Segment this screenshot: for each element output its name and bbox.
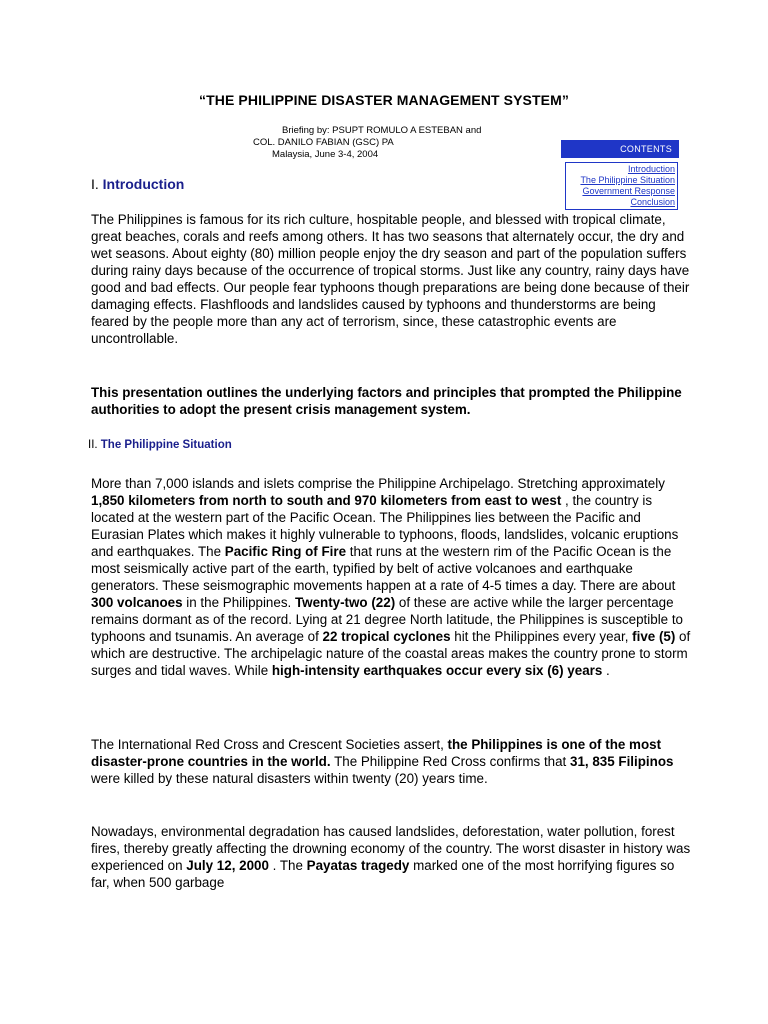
text-run: in the Philippines.	[182, 595, 295, 610]
text-run-bold: July 12, 2000	[186, 858, 269, 873]
text-run: More than 7,000 islands and islets comprise the Philippine Archipelago. Stretching approximately	[91, 476, 665, 491]
section-heading-introduction	[91, 176, 184, 192]
situation-paragraph-degradation	[91, 823, 691, 891]
section-number: I.	[91, 176, 103, 192]
toc-link-government-response[interactable]: Government Response	[582, 186, 675, 196]
text-run-bold: 31, 835 Filipinos	[570, 754, 674, 769]
intro-paragraph: The Philippines is famous for its rich culture, hospitable people, and blessed with tropical climate, great beaches, corals and reefs among others. It has two seasons that alternately occur, the dry and wet seasons. About eighty (80) million people enjoy the dry season and part of the population suffers during rainy days because of the occurrence of tropical storms. Just like any country, rainy days have good and bad effects. Our people fear typhoons though preparations are being done because of their damaging effects. Flashfloods and landslides caused by typhoons and thunderstorms are being feared by the people more than any act of terrorism, since, these catastrophic events are uncontrollable.	[91, 212, 690, 346]
section-title: The Philippine Situation	[100, 439, 232, 451]
text-run: marked one of the most horrifying figures so far, when 500 garbage	[91, 858, 675, 890]
toc-link-introduction[interactable]: Introduction	[627, 164, 675, 174]
text-run: , the country is located at the western part of the Pacific Ocean. The Philippines lies between the Pacific and Eurasian Plates which makes it highly vulnerable to typhoons, floods, landslides, volcanic eruptions and earthquakes. The	[91, 493, 679, 559]
text-run: of these are active while the larger percentage remains dormant as of the record. Lying at 21 degree North latitude, the Philippines is susceptible to typhoons and tsunamis. An average of	[91, 595, 683, 644]
text-run: that runs at the western rim of the Pacific Ocean is the most seismically active part of the earth, typified by belt of active volcanoes and earthquake generators. These seismographic movements happen at a rate of 4-5 times a day. There are about	[91, 544, 676, 593]
text-run-bold: the Philippines is one of the most disaster-prone countries in the world.	[91, 737, 662, 769]
document-title: “THE PHILIPPINE DISASTER MANAGEMENT SYSTEM”	[199, 92, 569, 108]
text-run: The Philippine Red Cross confirms that	[330, 754, 570, 769]
text-run: hit the Philippines every year,	[450, 629, 633, 644]
text-run: of which are destructive. The archipelagic nature of the coastal areas makes the country prone to storm surges and tidal waves. While	[91, 629, 691, 678]
text-run-bold: high-intensity earthquakes occur every six (6) years	[271, 663, 603, 678]
text-run-bold: 300 volcanoes	[91, 595, 183, 610]
text-run-bold: 22 tropical cyclones	[322, 629, 451, 644]
section-heading-philippine-situation	[88, 439, 232, 451]
text-run-bold: 1,850 kilometers from north to south and 970 kilometers from east to west	[91, 493, 562, 508]
intro-summary-paragraph: This presentation outlines the underlying factors and principles that prompted the Philippine authorities to adopt the present crisis management system.	[91, 385, 682, 417]
briefing-venue-date: Malaysia, June 3-4, 2004	[272, 149, 379, 160]
contents-links	[565, 162, 678, 210]
situation-paragraph-red-cross	[91, 736, 691, 787]
text-run-bold: Pacific Ring of Fire	[224, 544, 347, 559]
situation-paragraph-geography	[91, 475, 691, 679]
toc-link-philippine-situation[interactable]: The Philippine Situation	[580, 175, 675, 185]
text-run: .	[602, 663, 610, 678]
section-title: Introduction	[102, 176, 185, 192]
section-number: II.	[88, 439, 101, 451]
contents-heading: CONTENTS	[562, 141, 678, 157]
text-run: Nowadays, environmental degradation has caused landslides, deforestation, water pollution, forest fires, thereby greatly affecting the drowning economy of the country. The worst disaster in history was experienced on	[91, 824, 691, 873]
text-run-bold: Payatas tragedy	[306, 858, 410, 873]
contents-box	[562, 141, 678, 210]
toc-link-conclusion[interactable]: Conclusion	[630, 197, 675, 207]
text-run: The International Red Cross and Crescent Societies assert,	[91, 737, 448, 752]
text-run: . The	[268, 858, 307, 873]
text-run: were killed by these natural disasters within twenty (20) years time.	[91, 771, 488, 786]
briefing-authors-line: Briefing by: PSUPT ROMULO A ESTEBAN and	[282, 125, 482, 136]
text-run-bold: Twenty-two (22)	[294, 595, 396, 610]
text-run-bold: five (5)	[632, 629, 676, 644]
briefing-co-author-line: COL. DANILO FABIAN (GSC) PA	[253, 137, 394, 148]
